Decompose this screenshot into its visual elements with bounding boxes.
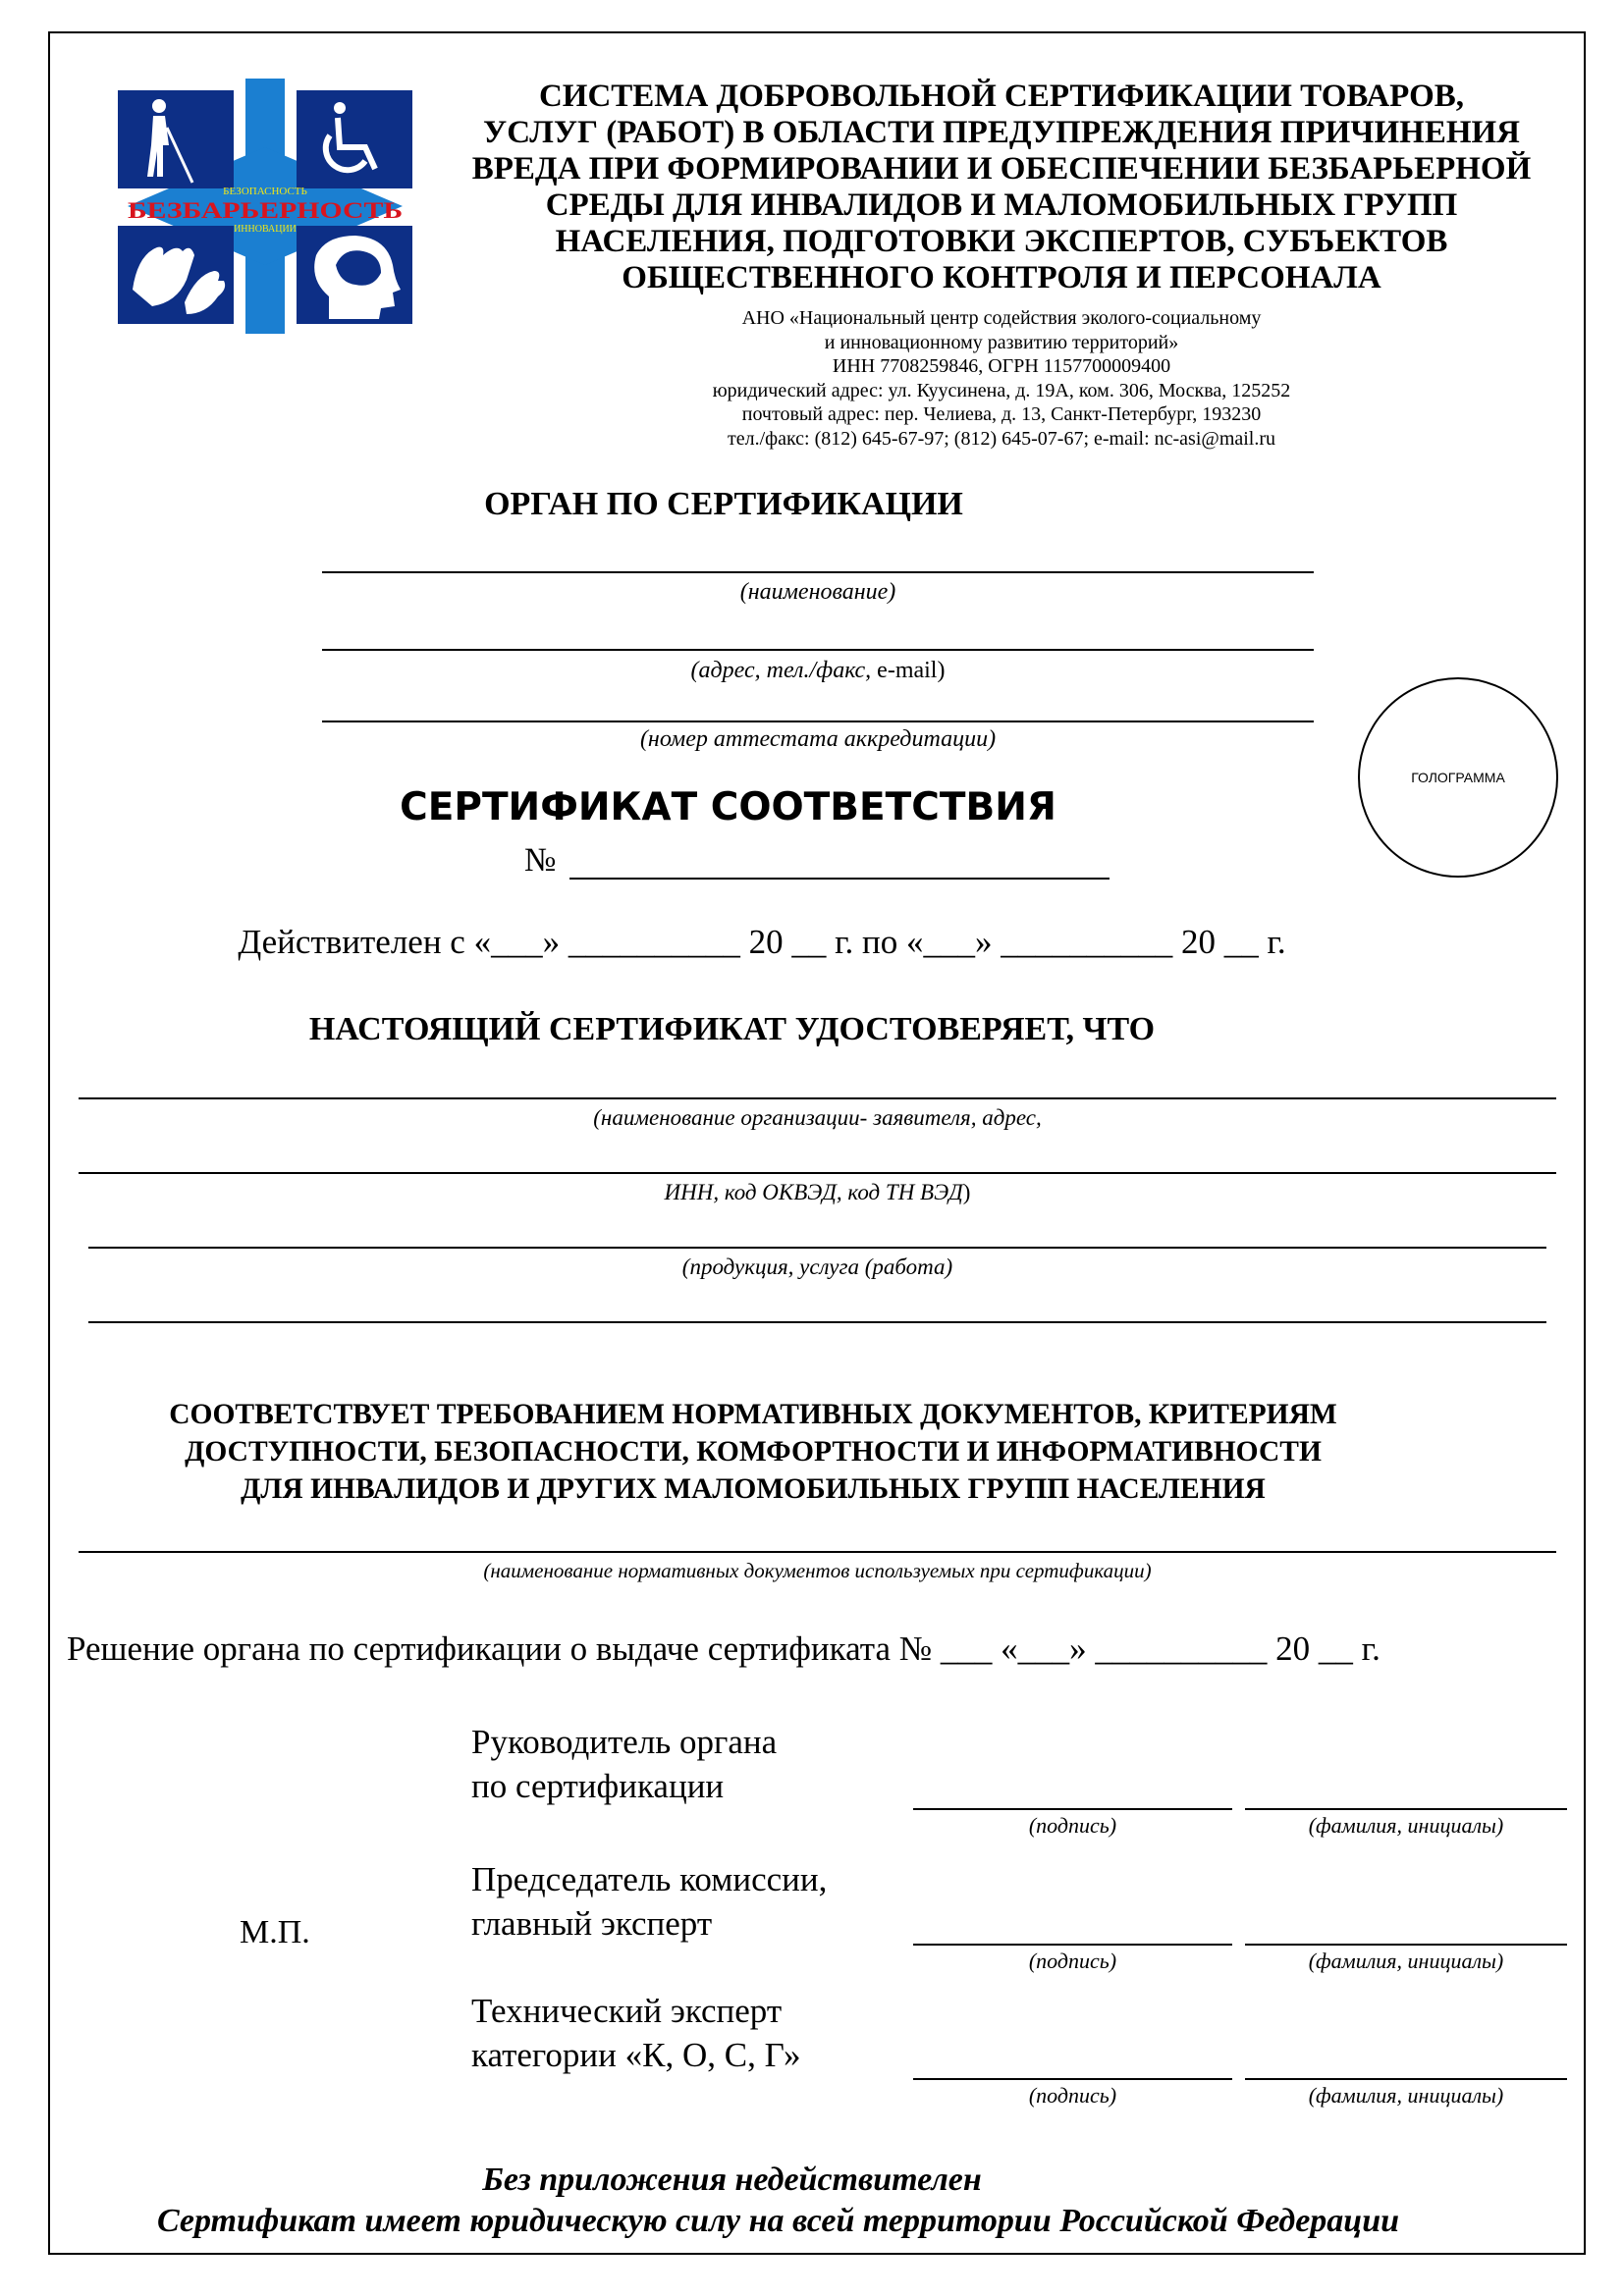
name-initials-caption: (фамилия, инициалы) bbox=[1308, 2083, 1504, 2108]
organ-name-line bbox=[322, 571, 1314, 573]
conformity-statement bbox=[0, 1396, 1624, 1508]
role-line: Технический эксперт bbox=[471, 1992, 783, 2030]
org-detail-line: юридический адрес: ул. Куусинена, д. 19А, ком. 306, Москва, 125252 bbox=[712, 379, 1291, 401]
logo-square-tl bbox=[118, 90, 234, 188]
organization-details bbox=[432, 306, 1571, 451]
certificate-title-text: СЕРТИФИКАТ СООТВЕТСТВИЯ bbox=[400, 785, 1056, 829]
role-head-of-body bbox=[471, 1720, 777, 1808]
footer-legal-force bbox=[0, 2203, 1624, 2240]
logo-main-text: БЕЗБАРЬЕРНОСТЬ bbox=[128, 198, 403, 223]
org-detail-line: почтовый адрес: пер. Челиева, д. 13, Санкт-Петербург, 193230 bbox=[741, 403, 1262, 425]
validity-period bbox=[0, 923, 1624, 962]
org-detail-line: АНО «Национальный центр содействия эколого-социальному bbox=[741, 307, 1262, 329]
name-initials-caption: (фамилия, инициалы) bbox=[1308, 1949, 1504, 1973]
org-detail-line: и инновационному развитию территорий» bbox=[824, 331, 1179, 353]
role-line: категории «К, О, С, Г» bbox=[471, 2036, 801, 2074]
system-title-line: СРЕДЫ ДЛЯ ИНВАЛИДОВ И МАЛОМОБИЛЬНЫХ ГРУПП bbox=[545, 187, 1458, 223]
organ-name-caption: (наименование) bbox=[739, 579, 896, 605]
conformity-line: ДЛЯ ИНВАЛИДОВ И ДРУГИХ МАЛОМОБИЛЬНЫХ ГРУПП НАСЕЛЕНИЯ bbox=[241, 1473, 1266, 1505]
conformity-line: ДОСТУПНОСТИ, БЕЗОПАСНОСТИ, КОМФОРТНОСТИ И ИНФОРМАТИВНОСТИ bbox=[185, 1436, 1322, 1468]
organ-accreditation-line bbox=[322, 721, 1314, 722]
organ-address-line bbox=[322, 649, 1314, 651]
system-title-line: СИСТЕМА ДОБРОВОЛЬНОЙ СЕРТИФИКАЦИИ ТОВАРОВ, bbox=[538, 79, 1465, 114]
product-caption: (продукция, услуга (работа) bbox=[681, 1255, 953, 1279]
footer-validity-note bbox=[0, 2162, 1624, 2199]
org-detail-line: ИНН 7708259846, ОГРН 1157700009400 bbox=[832, 355, 1171, 377]
system-title-line: НАСЕЛЕНИЯ, ПОДГОТОВКИ ЭКСПЕРТОВ, СУБЪЕКТОВ bbox=[555, 224, 1448, 259]
product-line bbox=[88, 1247, 1546, 1249]
organ-accreditation-caption: (номер аттестата аккредитации) bbox=[639, 726, 997, 752]
signature-caption: (подпись) bbox=[1028, 2083, 1117, 2108]
applicant-caption: (наименование организации- заявителя, адрес, bbox=[593, 1105, 1042, 1130]
signature-line[interactable] bbox=[913, 1808, 1232, 1810]
applicant-codes-line bbox=[79, 1172, 1556, 1174]
footer-line: Сертификат имеет юридическую силу на всей территории Российской Федерации bbox=[156, 2203, 1400, 2239]
logo-bottom-text: ИННОВАЦИИ bbox=[234, 224, 297, 235]
certificate-title bbox=[0, 785, 1624, 829]
role-line: по сертификации bbox=[471, 1767, 725, 1805]
name-initials-line[interactable] bbox=[1245, 2078, 1567, 2080]
signature-line[interactable] bbox=[913, 1944, 1232, 1946]
logo-square-tr bbox=[297, 90, 412, 188]
role-line: Руководитель органа bbox=[471, 1723, 778, 1761]
system-title-line: ОБЩЕСТВЕННОГО КОНТРОЛЯ И ПЕРСОНАЛА bbox=[622, 260, 1381, 295]
certifies-heading bbox=[0, 1011, 1624, 1048]
validity-period-text: Действителен с «___» __________ 20 __ г. по «___» __________ 20 __ г. bbox=[238, 923, 1286, 961]
conformity-line: СООТВЕТСТВУЕТ ТРЕБОВАНИЕМ НОРМАТИВНЫХ ДОКУМЕНТОВ, КРИТЕРИЯМ bbox=[169, 1399, 1337, 1430]
certification-body-heading bbox=[0, 486, 1624, 523]
signature-caption: (подпись) bbox=[1028, 1813, 1117, 1838]
certificate-number-label: № bbox=[524, 842, 557, 879]
applicant-codes-caption-text: ИНН, код ОКВЭД, код ТН ВЭД bbox=[664, 1180, 963, 1204]
certification-body-title: ОРГАН ПО СЕРТИФИКАЦИИ bbox=[484, 486, 963, 522]
signature-caption: (подпись) bbox=[1028, 1949, 1117, 1973]
system-title-line: УСЛУГ (РАБОТ) В ОБЛАСТИ ПРЕДУПРЕЖДЕНИЯ ПРИЧИНЕНИЯ bbox=[483, 115, 1520, 150]
signature-line[interactable] bbox=[913, 2078, 1232, 2080]
org-detail-line: тел./факс: (812) 645-67-97; (812) 645-07-67; e-mail: nc-asi@mail.ru bbox=[727, 427, 1276, 450]
organ-address-caption-email: e-mail) bbox=[871, 658, 946, 683]
system-title bbox=[432, 79, 1571, 296]
hologram-placeholder bbox=[1358, 677, 1558, 878]
organ-address-caption bbox=[322, 658, 1314, 684]
role-technical-expert bbox=[471, 1989, 800, 2077]
name-initials-caption: (фамилия, инициалы) bbox=[1308, 1813, 1504, 1838]
role-line: главный эксперт bbox=[471, 1904, 713, 1943]
stamp-placeholder: М.П. bbox=[240, 1914, 310, 1950]
certificate-number-line[interactable] bbox=[569, 878, 1110, 880]
accessibility-logo bbox=[108, 79, 422, 334]
applicant-codes-caption bbox=[79, 1180, 1556, 1205]
applicant-codes-caption-paren: ) bbox=[962, 1180, 971, 1204]
role-line: Председатель комиссии, bbox=[471, 1860, 828, 1898]
name-initials-line[interactable] bbox=[1245, 1808, 1567, 1810]
normative-docs-caption: (наименование нормативных документов используемых при сертификации) bbox=[483, 1559, 1152, 1582]
normative-docs-line bbox=[79, 1551, 1556, 1553]
system-title-line: ВРЕДА ПРИ ФОРМИРОВАНИИ И ОБЕСПЕЧЕНИИ БЕЗБАРЬЕРНОЙ bbox=[471, 151, 1532, 187]
role-chairman bbox=[471, 1857, 827, 1946]
organ-address-caption-text: (адрес, тел./факс, bbox=[690, 658, 872, 683]
name-initials-line[interactable] bbox=[1245, 1944, 1567, 1946]
applicant-line bbox=[79, 1097, 1556, 1099]
logo-top-text: БЕЗОПАСНОСТЬ bbox=[223, 186, 307, 197]
product-line-2 bbox=[88, 1321, 1546, 1323]
certifies-heading-text: НАСТОЯЩИЙ СЕРТИФИКАТ УДОСТОВЕРЯЕТ, ЧТО bbox=[308, 1011, 1156, 1047]
footer-line: Без приложения недействителен bbox=[482, 2162, 982, 2198]
hologram-label: ГОЛОГРАММА bbox=[1411, 770, 1505, 785]
decision-text: Решение органа по сертификации о выдаче сертификата № ___ «___» __________ 20 __ г. bbox=[67, 1629, 1380, 1668]
